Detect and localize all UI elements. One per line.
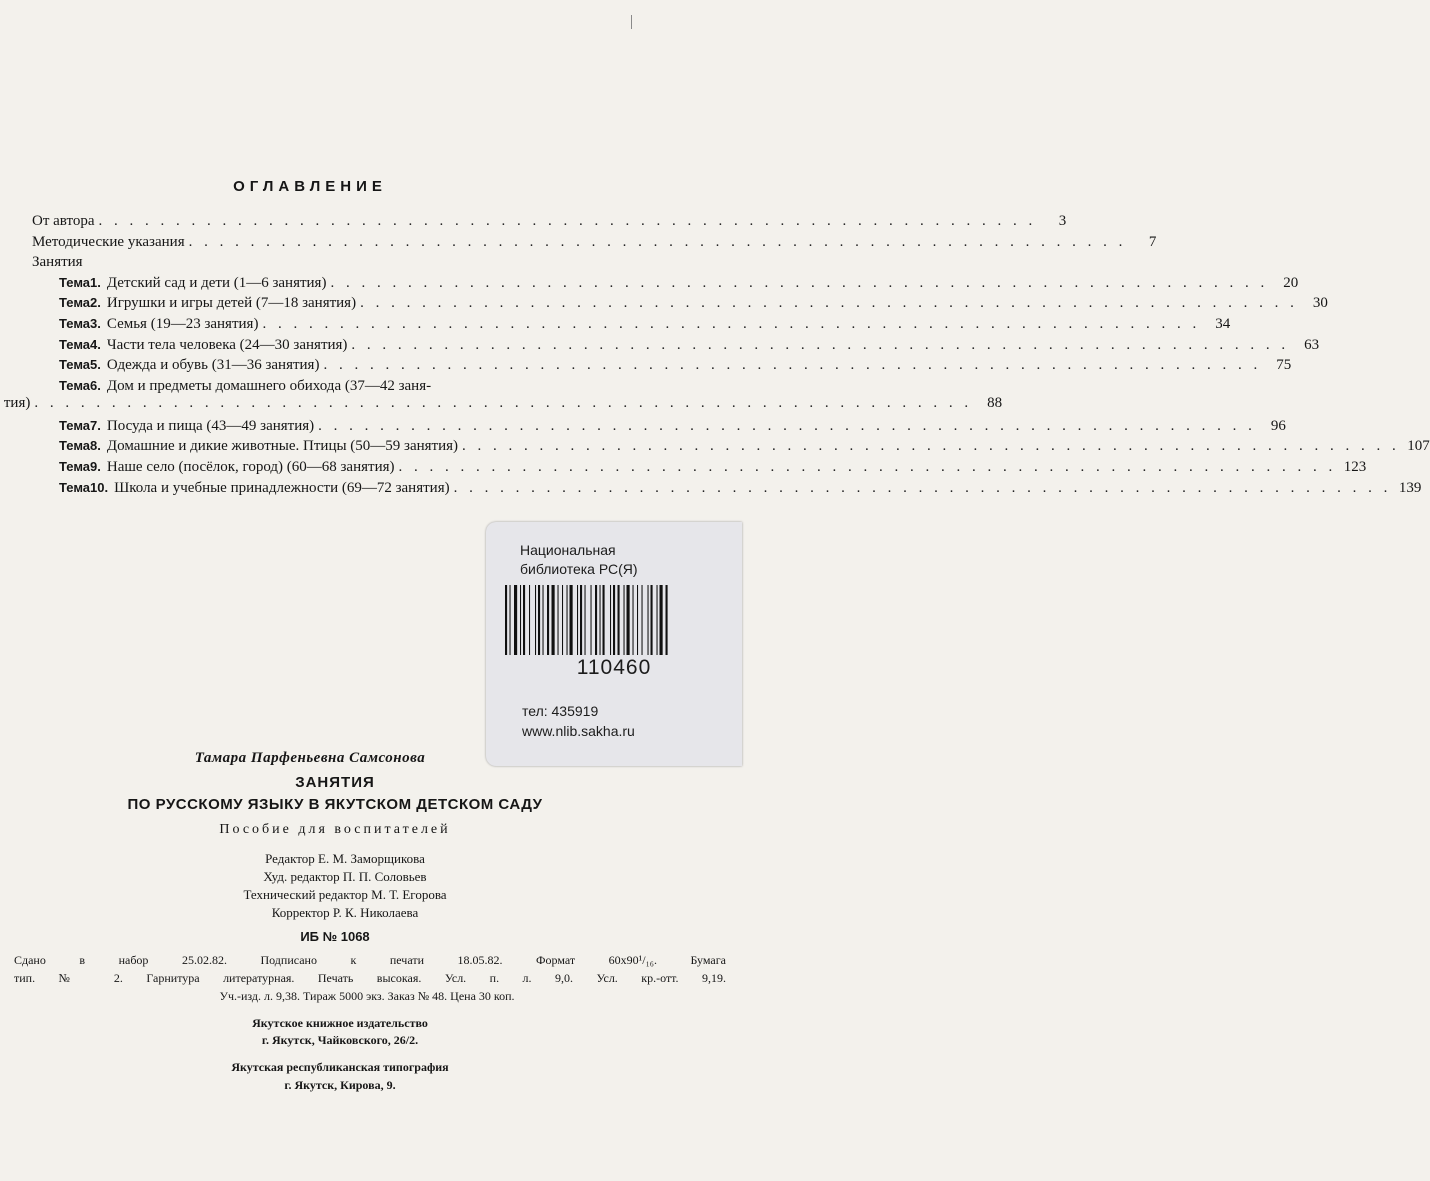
topic-word: Тема [59,357,91,373]
credit-line: Технический редактор М. Т. Егорова [243,887,447,902]
topic-title: Детский сад и дети (1—6 занятия) [106,274,327,291]
leader-dots [351,337,1289,354]
topic-number: 3. [90,315,101,331]
topic-page: 88 [987,394,1003,411]
topic-title: Дом и предметы домашнего обихода (37—42 заня- [106,377,432,394]
topic-number: 5. [90,357,101,373]
topic-number: 6. [90,377,101,393]
topic-number: 8. [90,438,101,454]
leader-dots [330,275,1268,292]
imprint-line: тип. № 2. Гарнитура литературная. Печать высокая. Усл. п. л. 9,0. Усл. кр.-отт. 9,19. [14,971,726,985]
topic-title: Наше село (посёлок, город) (60—68 занятия) [106,458,395,475]
toc-topic [32,417,1286,439]
topic-word: Тема [59,458,91,474]
topic-title: Домашние и дикие животные. Птицы (50—59 занятия) [106,438,459,455]
author-name: Тамара Парфеньевна Самсонова [194,750,426,766]
topic-title: Семья (19—23 занятия) [106,315,259,332]
leader-dots [189,234,1127,251]
toc-entry [32,213,1067,234]
imprint-line: Сдано в набор 25.02.82. Подписано к печати 18.05.82. Формат 60x90¹/₁₆. Бумага [14,953,726,967]
topic-page: 139 [1398,479,1422,496]
topic-word: Тема [59,438,91,454]
topic-title-continued: тия) [3,394,31,411]
printer-name: Якутская республиканская типография [231,1060,449,1074]
topic-page: 123 [1343,458,1367,475]
toc-topic [32,357,1292,378]
topic-number: 4. [90,336,101,352]
toc-entry-title: Методические указания [32,233,185,250]
topic-title: Школа и учебные принадлежности (69—72 занятия) [114,479,450,496]
topic-number: 9. [90,458,101,474]
topic-word: Тема [59,295,91,311]
credit-line: Редактор Е. М. Заморщикова [265,851,425,866]
topic-page: 63 [1304,336,1320,353]
library-stamp-sticker [486,522,742,766]
barcode-icon [505,585,720,655]
printer-address: г. Якутск, Кирова, 9. [284,1078,396,1092]
page-edge-mark [631,15,632,29]
toc-topic [32,479,1422,501]
leader-dots [323,357,1261,374]
toc-entry [32,233,1157,255]
topic-page: 96 [1270,417,1286,434]
topic-number: 1. [90,274,101,290]
toc-topic [32,295,1328,316]
toc-entry-title: От автора [32,213,95,229]
toc-section-label: Занятия [32,254,83,271]
imprint-line: Уч.-изд. л. 9,38. Тираж 5000 экз. Заказ № 48. Цена 30 коп. [219,989,515,1003]
topic-title: Посуда и пища (43—49 занятия) [106,417,315,434]
topic-page: 20 [1283,274,1299,291]
topic-number: 7. [90,417,101,433]
leader-dots [360,295,1298,312]
library-name-line2: библиотека РС(Я) [520,561,638,577]
toc-entry-page: 7 [1148,233,1157,250]
credit-line: Худ. редактор П. П. Соловьев [263,869,427,884]
topic-page: 30 [1312,295,1328,312]
topic-word: Тема [59,479,91,495]
library-name-line1: Национальная [520,542,616,558]
library-phone: тел: 435919 [522,703,599,719]
toc-topic [3,377,1003,418]
topic-number: 2. [90,295,101,311]
publisher-address: г. Якутск, Чайковского, 26/2. [261,1033,419,1047]
topic-number: 10. [90,479,109,495]
library-website: www.nlib.sakha.ru [522,723,635,739]
topic-page: 34 [1215,315,1231,332]
ib-number: ИБ № 1068 [300,929,370,944]
topic-title: Игрушки и игры детей (7—18 занятия) [106,295,357,312]
toc-topic [32,458,1367,480]
leader-dots [399,459,1337,476]
table-of-contents [3,213,1430,500]
topic-word: Тема [59,274,91,290]
toc-title: ОГЛАВЛЕНИЕ [233,178,387,195]
topic-title: Части тела человека (24—30 занятия) [106,336,348,353]
leader-dots [454,480,1392,497]
toc-section-heading [32,254,632,275]
book-title-line2: ПО РУССКОМУ ЯЗЫКУ В ЯКУТСКОМ ДЕТСКОМ САДУ [127,796,543,813]
topic-page: 107 [1407,438,1430,455]
topic-title: Одежда и обувь (31—36 занятия) [106,357,320,374]
publisher-name: Якутское книжное издательство [252,1016,428,1030]
leader-dots [262,316,1200,333]
leader-dots [34,395,972,412]
toc-topic [32,336,1320,358]
book-subtitle: Пособие для воспитателей [219,822,451,837]
toc-topic [32,438,1430,459]
topic-word: Тема [59,377,91,393]
leader-dots [462,438,1400,455]
toc-topic [32,315,1231,337]
toc-entry-page: 3 [1058,213,1067,229]
leader-dots [318,418,1256,435]
topic-word: Тема [59,336,91,352]
leader-dots [99,213,1037,230]
barcode-number: 110460 [576,656,652,679]
topic-word: Тема [59,417,91,433]
toc-topic [32,274,1299,296]
book-title-line1: ЗАНЯТИЯ [295,774,375,791]
topic-word: Тема [59,315,91,331]
credit-line: Корректор Р. К. Николаева [271,905,419,920]
topic-page: 75 [1276,357,1292,374]
